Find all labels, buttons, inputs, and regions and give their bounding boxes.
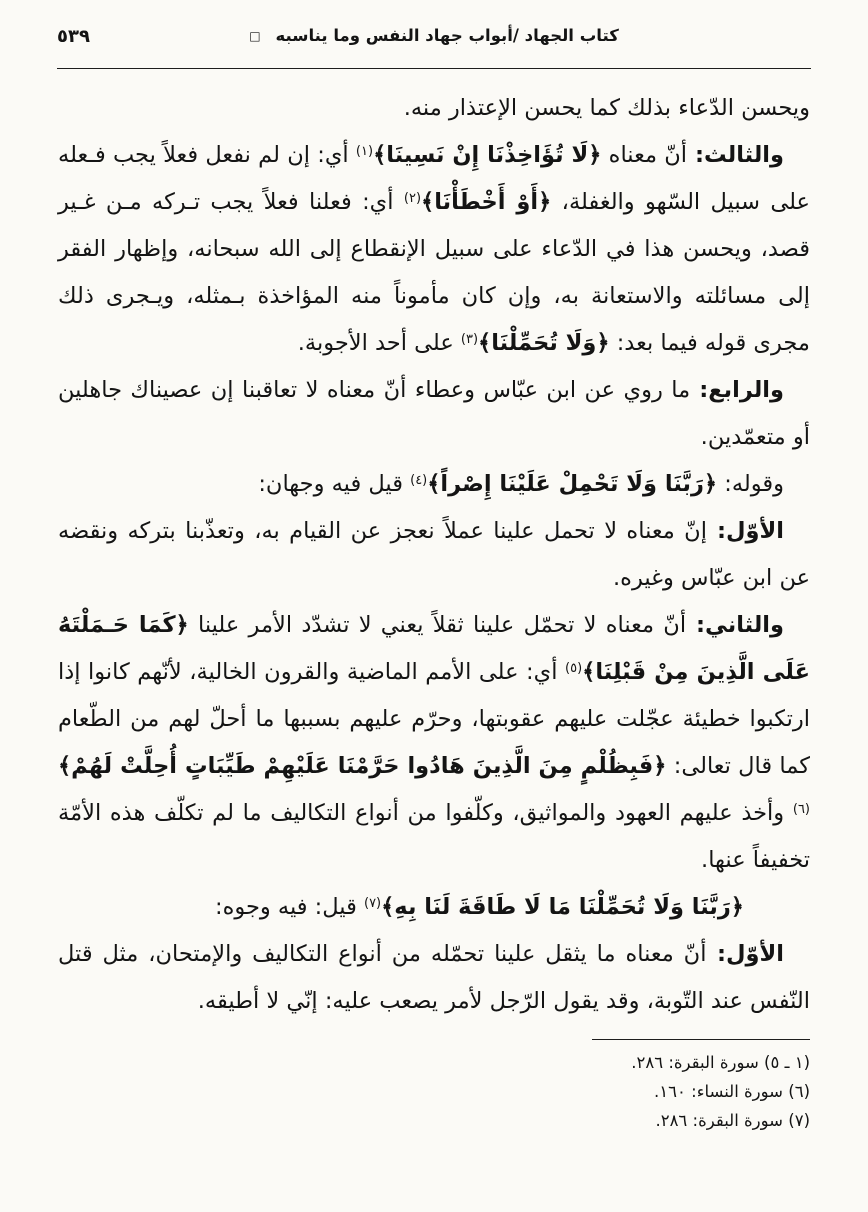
text-run: أنّ معناه لا تحمّل علينا ثقلاً يعني لا تشدّد الأمر علينا — [188, 612, 687, 638]
text-run: أي: على الأمم الماضية والقرون الخالية، لأنّهم كانوا إذا ارتكبوا خطيئة عجّلت عليهم عقوبتها، وحرّم عليهم بسببها ما أحلّ لهم من الطّعام كما قال تعالى: — [58, 659, 810, 779]
text-run: الأوّل: — [706, 518, 784, 544]
text-run: والثالث: — [687, 142, 785, 168]
quran-quote: ﴿كَمَا حَـمَلْتَهُ عَلَى الَّذِينَ مِنْ قَبْلِنَا﴾ — [58, 612, 810, 685]
paragraph — [58, 461, 810, 508]
quran-quote: ﴿وَلَا تُحَمِّلْنَا﴾ — [478, 330, 610, 356]
page-header — [0, 0, 868, 60]
footnote: (٧) سورة البقرة: ٢٨٦. — [655, 1111, 810, 1130]
paragraph — [58, 367, 810, 461]
text-run: الأوّل: — [706, 941, 784, 967]
paragraph — [58, 931, 810, 1025]
paragraph — [58, 884, 810, 931]
page-body — [0, 69, 868, 1025]
quran-quote: ﴿فَبِظُلْمٍ مِنَ الَّذِينَ هَادُوا حَرَّمْنَا عَلَيْهِمْ طَيِّبَاتٍ أُحِلَّتْ لَهُمْ﴾ — [58, 753, 667, 779]
text-run: ما روي عن ابن عبّاس وعطاء أنّ معناه لا تعاقبنا إن عصيناك جاهلين أو متعمّدين. — [58, 377, 810, 450]
footnotes — [0, 1040, 868, 1135]
text-run: أي: فعلنا فعلاً يجب تـركه مـن غـير قصد، ويحسن هذا في الدّعاء على سبيل الإنقطاع إلى الله سبحانه، وإظهار الفقر إلى مسائلته والاستعانة به، وإن كان مأموناً منه المؤاخذة بـمثله، ويـجرى ذلك مجرى قوله فيما بعد: — [58, 189, 810, 356]
section-marker-icon: □ — [249, 29, 261, 43]
quran-quote: ﴿رَبَّنَا وَلَا تُحَمِّلْنَا مَا لَا طَاقَةَ لَنَا بِهِ﴾ — [381, 894, 744, 920]
footnote-marker: (٥) — [565, 661, 583, 676]
text-run: أنّ معناه — [601, 142, 688, 168]
text-run: على أحد الأجوبة. — [297, 330, 461, 356]
text-run: والثاني: — [686, 612, 784, 638]
text-run: وأخذ عليهم العهود والمواثيق، وكلّفوا من أنواع التكاليف ما لم تكلّف هذه الأمّة تخفيفاً عنها. — [58, 800, 810, 873]
paragraph — [58, 508, 810, 602]
text-run: ويحسن الدّعاء بذلك كما يحسن الإعتذار منه. — [403, 95, 810, 121]
footnote: (٦) سورة النساء: ١٦٠. — [654, 1082, 810, 1101]
quran-quote: ﴿لَا تُؤَاخِذْنَا إِنْ نَسِينَا﴾ — [373, 142, 602, 168]
paragraph — [58, 132, 810, 367]
text-run: قيل: فيه وجوه: — [214, 894, 364, 920]
quran-quote: ﴿رَبَّنَا وَلَا تَحْمِلْ عَلَيْنَا إِصْراً﴾ — [427, 471, 718, 497]
paragraph — [58, 602, 810, 884]
text-run: أنّ معناه ما يثقل علينا تحمّله من أنواع التكاليف والإمتحان، مثل قتل النّفس عند التّوبة، وقد يقول الرّجل لأمر يصعب عليه: إنّي لا أطيقه. — [58, 941, 810, 1014]
footnote-marker: (٢) — [403, 191, 422, 206]
footnote-marker: (٤) — [410, 473, 428, 488]
text-run: قيل فيه وجهان: — [258, 471, 411, 497]
footnote-marker: (٦) — [792, 802, 810, 817]
header-title-group — [249, 26, 619, 45]
footnote-marker: (٣) — [460, 332, 479, 347]
text-run: إنّ معناه لا تحمل علينا عملاً نعجز عن القيام به، وتعذّبنا بتركه ونقضه عن ابن عبّاس وغيره. — [58, 518, 810, 591]
footnote-marker: (٧) — [363, 896, 382, 911]
footnote: (١ ـ ٥) سورة البقرة: ٢٨٦. — [631, 1053, 810, 1072]
text-run: وقوله: — [717, 471, 784, 497]
header-title-text: كتاب الجهاد /أبواب جهاد النفس وما يناسبه — [275, 26, 619, 45]
paragraph — [58, 85, 810, 132]
footnote-marker: (١) — [355, 144, 374, 159]
quran-quote: ﴿أَوْ أَخْطَأْنَا﴾ — [421, 189, 552, 215]
text-run: أي: إن لم نفعل فعلاً يجب فـعله على سبيل السّهو والغفلة، — [58, 142, 810, 215]
text-run: والرابع: — [690, 377, 784, 403]
page-number: ٥٣٩ — [57, 26, 90, 47]
